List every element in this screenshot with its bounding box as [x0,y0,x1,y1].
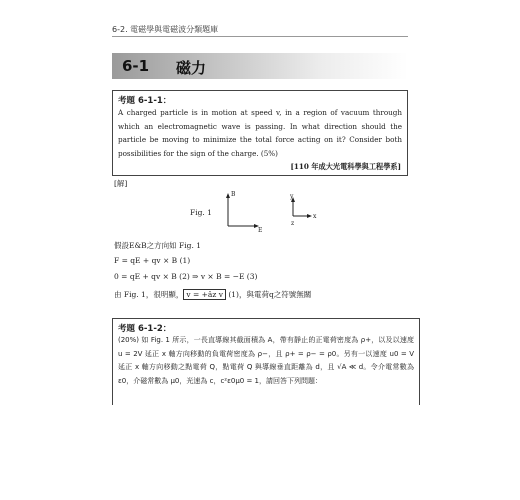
problem-2-text: (20%) 如 Fig. 1 所示，一長直導線其截面積為 A，帶有靜止的正電荷密度為 ρ+，以及以速度 u = 2V 延正 x 軸方向移動的負電荷密度為 ρ−，且 ρ+ = ρ− = ρ0。另有一以速度 u0 = V 延正 x 軸方向移動之點電荷 Q，點電荷 Q 與導線垂直距離為 d，且 √A ≪ d。令介電常數為 ε0，介磁常數為 μ0，光速為 c，c²ε0μ0 = 1，請回答下列問題： [118,336,414,385]
boxed-answer: v = +âz v [183,289,226,300]
section-number: 6-1 [122,57,150,75]
problem-1-label: 考題 6-1-1： [118,96,172,106]
x-arrow-head [307,214,312,218]
solution-line-3: 0 = qE + qv × B (2) ⇒ v × B = −E (3) [114,272,258,281]
b-arrow-head [226,193,230,198]
b-axis-label: B [231,191,236,198]
solution-line-1: 假設E&B之方向如 Fig. 1 [114,241,201,250]
section-heading-bar [112,53,408,79]
chapter-number: 6-2. [112,25,128,34]
e-axis-label: E [258,227,263,234]
problem-2-box [112,318,420,405]
header-rule [112,36,408,37]
solution-line-2: F = qE + qv × B (1) [114,256,191,265]
coordinate-axes-diagram [283,192,323,232]
x-axis-label: x [313,213,317,220]
section-title: 磁力 [176,59,207,77]
problem-1-text: A charged particle is in motion at speed v, in a region of vacuum through which an electromagnetic wave is passing. In what direction should the particle be moving to minimize the total force acting on it? Consider both possibilities for the sign of the charge. (5%) [118,108,402,158]
problem-1-source: [110 年成大光電科學與工程學系] [290,162,401,171]
solution-label: [解] [114,179,128,188]
problem-1-box [112,90,408,176]
book-title: 電磁學與電磁波分類題庫 [130,25,219,34]
solution-line-4 [114,289,311,300]
solution-line-4-prefix: 由 Fig. 1，很明顯， [114,290,184,299]
running-header [112,24,218,35]
problem-2-label: 考題 6-1-2： [118,324,172,334]
y-axis-label: y [290,193,294,200]
field-direction-diagram [218,188,266,234]
z-axis-label: z [291,220,295,227]
solution-line-4-suffix: (1)，與電荷q之符號無關 [225,290,312,299]
figure-label: Fig. 1 [190,208,212,217]
